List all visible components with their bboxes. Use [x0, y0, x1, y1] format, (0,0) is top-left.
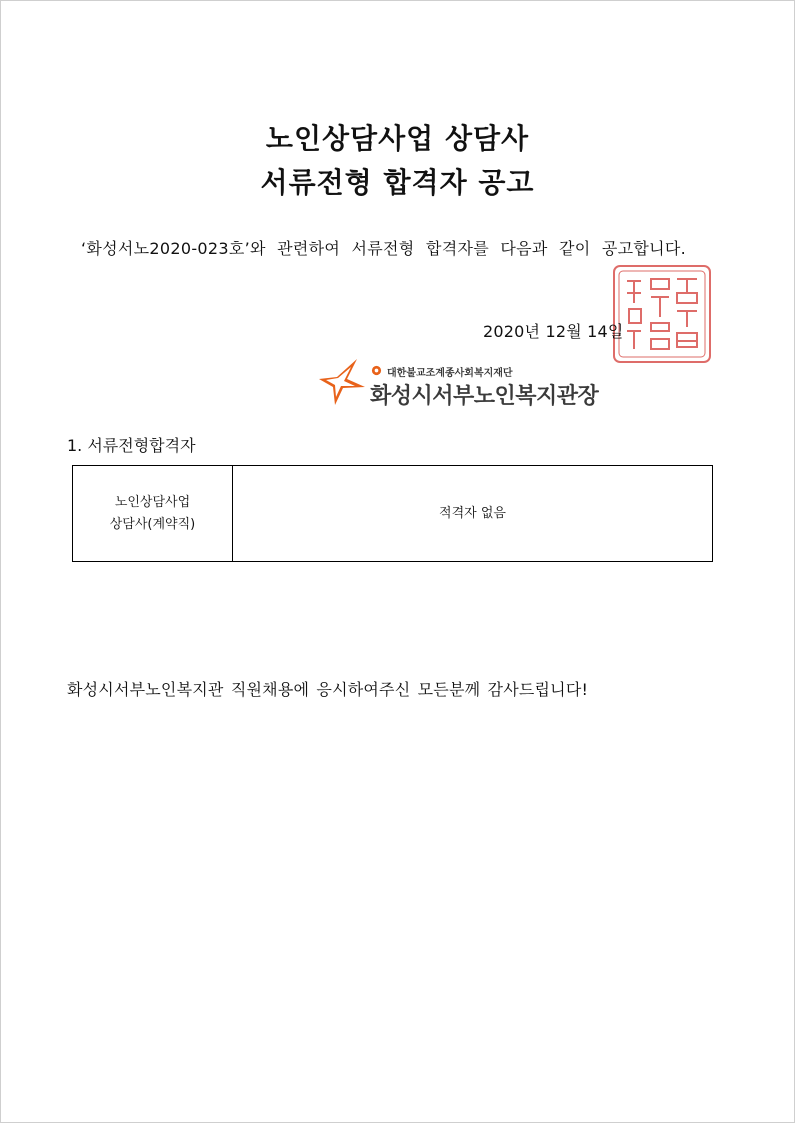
result-table: [72, 465, 713, 562]
organization-name: 화성시서부노인복지관장: [370, 384, 599, 409]
notice-intro: ‘화성서노2020-023호’와 관련하여 서류전형 합격자를 다음과 같이 공고합니다.: [81, 239, 687, 258]
table-row: [73, 466, 713, 562]
position-line1: 노인상담사업: [114, 494, 191, 510]
closing-message: 화성시서부노인복지관 직원채용에 응시하여주신 모든분께 감사드립니다!: [67, 680, 589, 699]
position-line2: 상담사(계약직): [109, 516, 196, 532]
dharma-wheel-icon: [371, 365, 382, 376]
notice-title-line2: 서류전형 합격자 공고: [260, 166, 535, 199]
notice-date: 2020년 12월 14일: [483, 322, 624, 341]
official-seal-icon: [611, 263, 713, 365]
foundation-name: 대한불교조계종사회복지재단: [387, 368, 513, 379]
flame-star-logo-icon: [317, 357, 367, 407]
notice-title-line1: 노인상담사업 상담사: [265, 122, 530, 155]
section-heading: 1. 서류전형합격자: [67, 436, 196, 455]
result-cell: 적격자 없음: [233, 466, 713, 562]
position-cell: [73, 466, 233, 562]
